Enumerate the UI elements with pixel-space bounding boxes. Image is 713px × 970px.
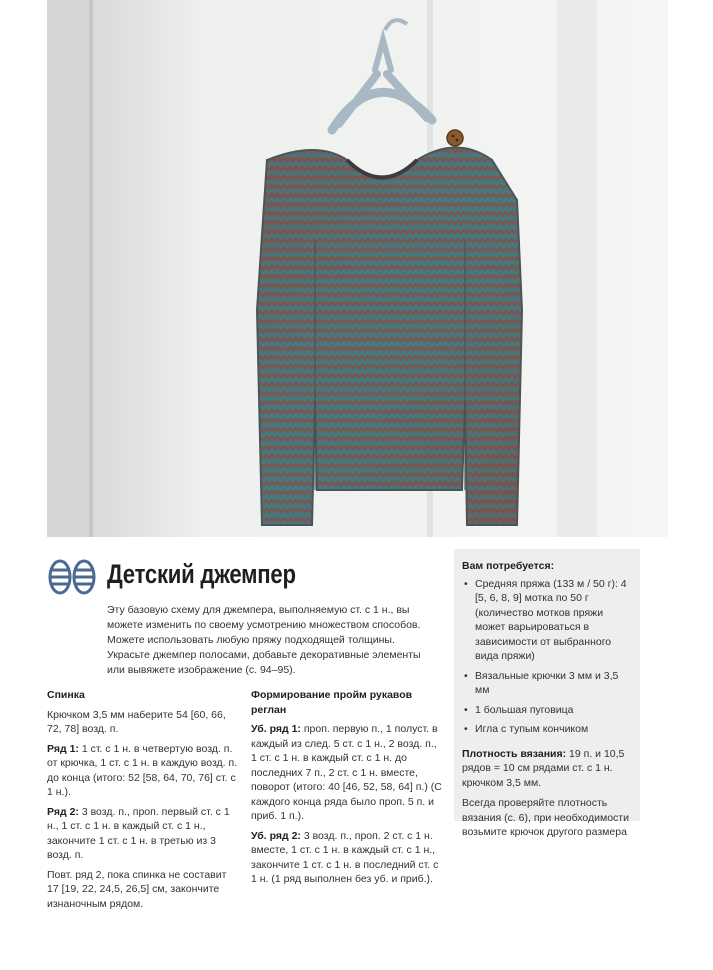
raglan-heading: Формирование пройм рукавов реглан <box>251 689 413 716</box>
pattern-title: Детский джемпер <box>107 559 296 589</box>
back-row-2 <box>47 805 239 863</box>
pattern-header <box>47 555 447 605</box>
back-start: Крючком 3,5 мм наберите 54 [60, 66, 72, 78] возд. п. <box>47 708 226 735</box>
yarn-balls-icon <box>47 558 97 596</box>
gauge-info <box>462 747 634 791</box>
gauge-note: Всегда проверяйте плотность вязания (с. 6), при необходимости возьмите крючок другого размера <box>462 797 629 838</box>
dec-1-text: проп. первую п., 1 полуст. в каждый из след. 5 ст. с 1 н., 2 возд. п., 1 ст. с 1 н. в каждый ст. с 1 н. до последних 7 п., 2 ст. с 1 н. вместе, поворот (итого: 40 [46, 52, 58, 64] п.) (С каждого конца ряда было проп. 5 п. и приб. 1 п.). <box>251 723 442 822</box>
row-1-text: 1 ст. с 1 н. в четвертую возд. п. от крючка, 1 ст. с 1 н. в каждую возд. п. до конца (итого: 52 [58, 64, 70, 76] ст. с 1 н.). <box>47 742 238 798</box>
decrease-row-1 <box>251 722 443 824</box>
materials-list <box>462 577 634 737</box>
row-2-label: Ряд 2: <box>47 805 79 818</box>
decrease-row-2 <box>251 829 443 887</box>
raglan-section <box>251 688 443 892</box>
list-item: • 1 большая пуговица <box>462 703 634 718</box>
dec-2-label: Уб. ряд 2: <box>251 829 301 842</box>
gauge-label: Плотность вязания: <box>462 747 567 760</box>
materials-heading: Вам потребуется: <box>462 560 555 572</box>
sweater-illustration <box>47 0 668 537</box>
back-row-1 <box>47 742 239 800</box>
back-heading: Спинка <box>47 689 85 701</box>
row-1-label: Ряд 1: <box>47 742 79 755</box>
row-2-text: 3 возд. п., проп. первый ст. с 1 н., 1 ст. с 1 н. в каждый ст. с 1 н., закончите 1 ст. с 1 н. в третью из 3 возд. п. <box>47 805 230 861</box>
list-item: • Игла с тупым кончиком <box>462 722 634 737</box>
back-repeat: Повт. ряд 2, пока спинка не составит 17 [19, 22, 24,5, 26,5] см, закончите изнаночным рядом. <box>47 868 227 910</box>
list-item: • Вязальные крючки 3 мм и 3,5 мм <box>462 669 634 698</box>
dec-1-label: Уб. ряд 1: <box>251 723 301 735</box>
sweater-photo <box>47 0 668 537</box>
back-section <box>47 688 239 916</box>
dec-2-text: 3 возд. п., проп. 2 ст. с 1 н. вместе, 1 ст. с 1 н. в каждый ст. с 1 н., закончите 1 ст. с 1 н. в последний ст. с 1 н. (1 ряд выполнен без уб. и приб.). <box>251 829 439 885</box>
gauge-text: 19 п. и 10,5 рядов = 10 см рядами ст. с 1 н. крючком 3,5 мм. <box>462 747 625 789</box>
list-item: • Средняя пряжа (133 м / 50 г): 4 [5, 6, 8, 9] мотка по 50 г (количество мотков пряжи может варьироваться в зависимости от выбранного вида пряжи) <box>462 577 634 664</box>
materials-sidebar <box>454 549 640 838</box>
pattern-intro: Эту базовую схему для джемпера, выполняемую ст. с 1 н., вы можете изменить по своему усмотрению множеством способов. Можете использовать любую пряжу подходящей толщины. Украсьте джемпер полосами, добавьте декоративные элементы или вывяжете изображение (с. 94–95). <box>107 604 421 676</box>
